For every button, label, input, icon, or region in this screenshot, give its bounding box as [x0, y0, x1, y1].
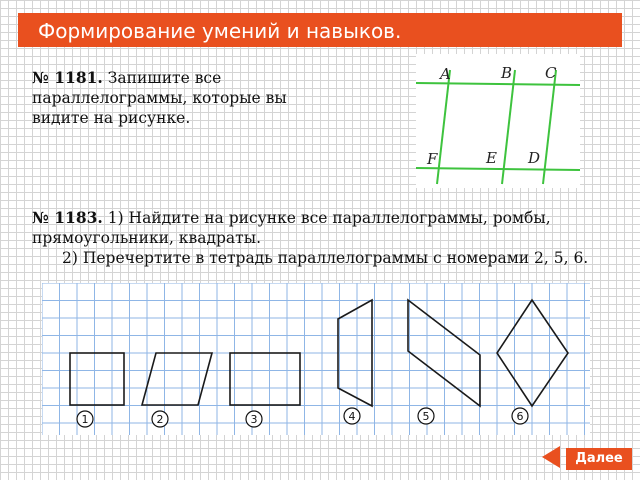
- label-c: C: [545, 64, 557, 82]
- figure-number-3: 3: [250, 413, 258, 426]
- line-be: [502, 70, 515, 184]
- task-1183-number: № 1183.: [32, 208, 103, 227]
- label-d: D: [528, 149, 541, 167]
- figure-number-1: 1: [81, 413, 89, 426]
- task-1181-text: Запишите все параллелограммы, которые вы видите на рисунке.: [32, 69, 287, 127]
- task-1183-part1b: прямоугольники, квадраты.: [32, 229, 262, 247]
- figure-number-4: 4: [348, 410, 356, 423]
- line-cd: [543, 70, 556, 184]
- task-1181: [32, 68, 332, 128]
- figure-number-2: 2: [156, 413, 164, 426]
- parallelogram-figure-1181: [416, 54, 580, 188]
- quadrilaterals-figure-1183: [42, 283, 590, 435]
- label-b: B: [501, 64, 513, 82]
- figure-number-6: 6: [516, 410, 524, 423]
- line-bottom: [416, 168, 580, 170]
- label-a: A: [440, 65, 451, 83]
- line-af: [437, 70, 450, 184]
- next-button[interactable]: Далее: [566, 448, 632, 470]
- task-1181-number: № 1181.: [32, 68, 103, 87]
- slide-title: Формирование умений и навыков.: [18, 13, 622, 47]
- task-1183: [32, 208, 612, 268]
- label-f: F: [427, 150, 438, 168]
- label-e: E: [486, 149, 497, 167]
- next-arrow-icon[interactable]: [542, 446, 560, 468]
- task-1183-part1: 1) Найдите на рисунке все параллелограммы, ромбы,: [107, 209, 551, 227]
- figure-number-5: 5: [422, 410, 430, 423]
- task-1183-part2: 2) Перечертите в тетрадь параллелограммы с номерами 2, 5, 6.: [62, 249, 589, 267]
